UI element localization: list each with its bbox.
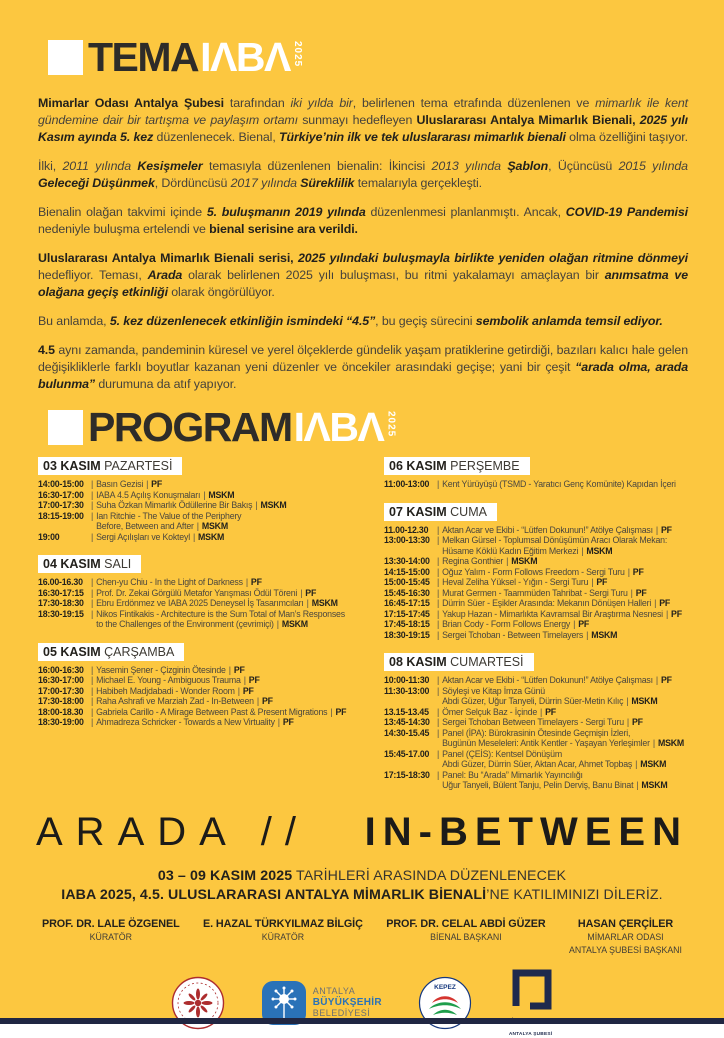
event-venue: PF — [635, 587, 647, 598]
event-venue: MSKM — [631, 696, 658, 706]
tema-header — [0, 0, 724, 80]
event-venue: PF — [242, 685, 254, 696]
event-venue: MSKM — [511, 556, 538, 566]
event-venue: MSKM — [640, 759, 667, 769]
day-block — [384, 653, 700, 791]
event-venue: PF — [261, 696, 273, 706]
event-title: Aktan Acar ve Ekibi - “Lütfen Dokunun!” Atölye Çalışması — [442, 524, 653, 535]
event-row: 14:30-15.45 | Panel (İPA): Bürokrasinin Ötesinde Geçmişin İzleri, — [384, 727, 631, 738]
event-row: 17:15-18:30 | Panel: Bu “Arada” Mimarlık Yayıncılığı — [384, 769, 583, 780]
intro-paragraph: İlki, 2011 yılında Kesişmeler temasıyla düzenlenen bienalin: İkincisi 2013 yılında Şablon, Üçüncüsü 2015 yılında Geleceği Düşünmek, Dördüncüsü 2017 yılında Süreklilik temalarıyla gerçekleşti. — [38, 159, 688, 190]
invitation-text — [0, 867, 724, 905]
credit-name: PROF. DR. LALE ÖZGENEL — [42, 917, 180, 930]
chamber-of-architects-logo: ANTALYA ŞUBESİ — [508, 968, 553, 1038]
event-title: Oğuz Yalım - Form Follows Freedom - Sergi Turu — [442, 566, 625, 577]
event-row: 17:00-17:30 | Suha Özkan Mimarlık Ödüllerine Bir Bakış | MSKM — [38, 500, 287, 510]
event-title: Yasemin Şener - Çizginin Ötesinde — [96, 664, 226, 675]
event-title: Melkan Gürsel - Toplumsal Dönüşümün Aracı Olarak Mekan: — [442, 535, 668, 545]
event-row: 17:00-17:30 | Habibeh Madjdabadi - Wonder Room | PF — [38, 685, 254, 696]
event-row: 17:45-18:15 | Brian Cody - Form Follows Energy | PF — [384, 619, 590, 629]
event-time: 15:45-16:30 — [384, 587, 430, 598]
event-title: Gabriela Carillo - A Mirage Between Past & Present Migrations — [96, 706, 328, 717]
event-venue: PF — [282, 717, 294, 727]
event-time: 16:30-17:00 — [38, 489, 84, 500]
intro-paragraph: 4.5 aynı zamanda, pandeminin küresel ve yerel ölçeklerde gündelik yaşam pratiklerine getirdiği, bazıları kalıcı hale gelen değişikliklerle farklı boyutlar kazanan yeni düzenler ve öncekiler arasındaki geçişe; yani bir çeşit “arada olma, arada bulunma” durumuna da atıf yapıyor. — [38, 343, 688, 391]
event-venue: MSKM — [260, 500, 287, 510]
event-title: Ian Ritchie - The Value of the Periphery — [96, 510, 242, 521]
event-venue: MSKM — [208, 489, 235, 500]
event-venue: MSKM — [657, 738, 685, 748]
white-square-mark — [48, 410, 83, 445]
iaba-year-vertical: 2025 — [385, 411, 397, 438]
event-row: 16.00-16.30 | Chen-yu Chiu - In the Light of Darkness | PF — [38, 577, 262, 587]
event-time: 13:45-14:30 — [384, 717, 430, 727]
credit-role: KÜRATÖR — [89, 931, 132, 942]
credit-name: E. HAZAL TÜRKYILMAZ BİLGİÇ — [203, 917, 363, 930]
event-time — [384, 546, 434, 557]
event-row: 14:15-15:00 | Oğuz Yalım - Form Follows Freedom - Sergi Turu | PF — [384, 566, 644, 577]
credit-name: PROF. DR. CELAL ABDİ GÜZER — [386, 917, 546, 930]
event-title: Abdi Güzer, Uğur Tanyeli, Dürrin Süer-Metin Kılıç — [442, 696, 624, 706]
day-block — [38, 457, 384, 542]
event-title: Söyleşi ve Kitap İmza Günü — [442, 685, 545, 696]
event-title: Prof. Dr. Zekai Görgülü Metafor Yarışması Ödül Töreni — [96, 587, 298, 598]
event-row: 11:30-13:00 | Söyleşi ve Kitap İmza Günü — [384, 685, 545, 696]
event-venue: PF — [596, 577, 608, 587]
event-time: 13:30-14:00 — [384, 556, 430, 566]
event-title: Abdi Güzer, Dürrin Süer, Aktan Acar, Ahmet Topbaş — [442, 759, 633, 769]
event-time: 15:45-17.00 — [384, 748, 430, 759]
event-title: Sergei Tchoban Between Timelayers - Sergi Turu — [442, 717, 624, 727]
event-row: to the Challenges of the Environment (çevrimiçi) | MSKM — [38, 619, 384, 630]
event-title: Basın Gezisi — [96, 479, 144, 489]
credit-role: MİMARLAR ODASI — [587, 931, 664, 942]
event-title: Michael E. Young - Ambiguous Trauma — [96, 675, 241, 685]
day-block — [38, 643, 384, 728]
day-block — [384, 457, 700, 490]
event-time — [384, 696, 434, 707]
event-time — [38, 619, 88, 630]
event-venue: MSKM — [586, 545, 613, 556]
event-title: Dürrin Süer - Eşikler Arasında: Mekanın Dönüşen Halleri — [442, 598, 652, 608]
event-row: 17:30-18:00 | Raha Ashrafi ve Marziah Zad - In-Between | PF — [38, 696, 273, 706]
event-title: Ahmadreza Schricker - Towards a New Virtuality — [96, 717, 275, 727]
event-row: Hüsame Köklü Kadın Eğitim Merkezi | MSKM — [384, 546, 700, 557]
event-title: Before, Between and After — [96, 521, 194, 531]
event-title: Brian Cody - Form Follows Energy — [442, 619, 571, 629]
event-title: Raha Ashrafi ve Marziah Zad - In-Between — [96, 696, 254, 706]
event-time: 16:30-17:15 — [38, 587, 84, 598]
event-time: 11:30-13:00 — [384, 685, 430, 696]
intro-paragraph: Uluslararası Antalya Mimarlık Bienali serisi, 2025 yılındaki buluşmayla birlikte yeniden olağan ritmine dönmeyi hedefliyor. Teması, Arada olarak belirlenen 2025 yılı buluşması, bu ritmi yakalamayı amaçlayan bir anımsatma ve olağana geçiş etkinliği olarak öngörülüyor. — [38, 251, 689, 299]
iaba-logotype: IΛBΛ — [200, 34, 290, 80]
event-time: 15:00-15:45 — [384, 577, 430, 587]
event-row: 19:00 | Sergi Açılışları ve Kokteyl | MSKM — [38, 531, 225, 542]
event-title: Yakup Hazan - Mimarlıkta Kavramsal Bir Araştırma Nesnesi — [442, 608, 663, 619]
event-time: 11.00-12.30 — [384, 524, 429, 535]
event-row: 13:45-14:30 | Sergei Tchoban Between Timelayers - Sergi Turu | PF — [384, 717, 643, 727]
iaba-year-vertical: 2025 — [291, 41, 303, 68]
event-time: 13.15-13.45 — [384, 706, 429, 717]
event-title: Kent Yürüyüşü (TSMD - Yaratıcı Genç Komünite) Kapıdan İçeri — [442, 479, 676, 489]
event-venue: MSKM — [198, 531, 225, 542]
event-venue: MSKM — [311, 598, 338, 608]
event-venue: PF — [545, 706, 556, 717]
event-time — [384, 759, 434, 770]
invitation-line-1: 03 – 09 KASIM 2025 TARİHLERİ ARASINDA DÜZENLENECEK — [157, 867, 567, 884]
event-row: 16:30-17:15 | Prof. Dr. Zekai Görgülü Metafor Yarışması Ödül Töreni | PF — [38, 587, 317, 598]
iaba-logotype: IΛBΛ — [293, 404, 384, 450]
event-title: Aktan Acar ve Ekibi - “Lütfen Dokunun!” Atölye Çalışması — [442, 675, 653, 685]
day-header: 05 KASIM ÇARŞAMBA — [38, 643, 184, 661]
event-venue: PF — [250, 577, 262, 587]
event-row: 10:00-11:30 | Aktan Acar ve Ekibi - “Lütfen Dokunun!” Atölye Çalışması | PF — [384, 675, 672, 685]
event-title: Sergi Açılışları ve Kokteyl — [96, 531, 190, 542]
square-bracket-icon — [509, 968, 553, 1010]
event-title: Sergei Tchoban - Between Timelayers — [442, 629, 584, 640]
day-block — [38, 555, 384, 630]
day-block — [384, 503, 700, 641]
event-row: 16:45-17:15 | Dürrin Süer - Eşikler Arasında: Mekanın Dönüşen Halleri | PF — [384, 598, 671, 608]
event-row: 11:00-13:00 | Kent Yürüyüşü (TSMD - Yaratıcı Genç Komünite) Kapıdan İçeri — [384, 479, 676, 489]
event-row: 16:30-17:00 | IABA 4.5 Açılış Konuşmaları | MSKM — [38, 489, 235, 500]
event-row: 15:00-15:45 | Heval Zeliha Yüksel - Yığın - Sergi Turu | PF — [384, 577, 608, 587]
event-venue: PF — [335, 706, 347, 717]
event-venue: PF — [578, 619, 590, 629]
tema-title: TEMA — [88, 34, 199, 80]
day-header: 04 KASIM SALI — [38, 555, 141, 573]
event-venue: PF — [671, 608, 682, 619]
svg-text:KEPEZ: KEPEZ — [434, 983, 456, 991]
event-time: 18:00-18.30 — [38, 706, 84, 717]
event-venue: PF — [660, 524, 672, 535]
event-row: 13:00-13:30 | Melkan Gürsel - Toplumsal Dönüşümün Aracı Olarak Mekan: — [384, 535, 668, 545]
schedule-column-right — [384, 457, 700, 804]
event-row: 17:15-17:45 | Yakup Hazan - Mimarlıkta Kavramsal Bir Araştırma Nesnesi | PF — [384, 608, 682, 619]
event-venue: PF — [660, 675, 672, 685]
event-title: IABA 4.5 Açılış Konuşmaları — [96, 489, 201, 500]
event-row: 18:30-19:00 | Ahmadreza Schricker - Towards a New Virtuality | PF — [38, 717, 294, 727]
white-square-mark — [48, 40, 83, 75]
event-title: Heval Zeliha Yüksel - Yığın - Sergi Turu — [442, 577, 589, 587]
event-title: Panel (İPA): Bürokrasinin Ötesinde Geçmişin İzleri, — [442, 727, 631, 738]
event-time: 13:00-13:30 — [384, 535, 430, 545]
event-venue: PF — [248, 675, 260, 685]
event-venue: PF — [305, 587, 317, 598]
event-row: 16:00-16:30 | Yasemin Şener - Çizginin Ötesinde | PF — [38, 664, 245, 675]
event-row: 18:30-19:15 | Sergei Tchoban - Between Timelayers | MSKM — [384, 629, 618, 640]
credit-block — [42, 918, 180, 956]
event-time — [384, 738, 434, 749]
event-time — [384, 780, 434, 791]
event-row: Before, Between and After | MSKM — [38, 521, 384, 532]
event-title: Chen-yu Chiu - In the Light of Darkness — [96, 577, 243, 587]
event-venue: MSKM — [201, 521, 228, 531]
event-title: Bugünün Meseleleri: Antik Kentler - Yaşayan Yerleşimler — [442, 738, 650, 748]
event-row: 18:30-19:15 | Nikos Fintikakis - Architecture is the Sum Total of Man’s Responses — [38, 608, 345, 619]
credit-block — [386, 918, 545, 956]
event-time: 17:30-18:00 — [38, 696, 84, 706]
event-time: 10:00-11:30 — [384, 675, 430, 685]
event-venue: PF — [632, 717, 643, 727]
event-row: 15:45-16:30 | Murat Germen - Taammüden Tahribat - Sergi Turu | PF — [384, 587, 647, 598]
event-venue: PF — [151, 479, 163, 489]
credit-block — [569, 918, 682, 956]
event-title: Hüsame Köklü Kadın Eğitim Merkezi — [442, 545, 579, 556]
event-time: 16:30-17:00 — [38, 675, 84, 685]
event-time — [38, 521, 88, 532]
event-time: 16:45-17:15 — [384, 598, 430, 608]
event-time: 16.00-16.30 — [38, 577, 83, 587]
day-header: 03 KASIM PAZARTESİ — [38, 457, 182, 475]
event-time: 14:15-15:00 — [384, 566, 430, 577]
intro-paragraph: Bienalin olağan takvimi içinde 5. buluşmanın 2019 yılında düzenlenmesi planlanmıştı. Ancak, COVID-19 Pandemisi nedeniyle buluşma ertelendi ve bienal serisine ara verildi. — [38, 205, 688, 236]
event-time: 11:00-13:00 — [384, 479, 430, 489]
event-row: 16:30-17:00 | Michael E. Young - Ambiguous Trauma | PF — [38, 675, 260, 685]
antalya-logo-text: ANTALYA BÜYÜKŞEHİR BELEDİYESİ — [312, 986, 382, 1018]
program-title: PROGRAM — [88, 404, 292, 450]
credit-role: BİENAL BAŞKANI — [430, 931, 502, 942]
event-row: Abdi Güzer, Dürrin Süer, Aktan Acar, Ahmet Topbaş | MSKM — [384, 759, 700, 770]
theme-title-english: IN-BETWEEN — [364, 809, 688, 854]
event-row: 13.15-13.45 | Ömer Selçuk Baz - İçinde | PF — [384, 706, 556, 717]
event-time: 17:45-18:15 — [384, 619, 430, 629]
event-title: Nikos Fintikakis - Architecture is the Sum Total of Man’s Responses — [96, 608, 345, 619]
event-time: 17:15-18:30 — [384, 769, 430, 780]
program-header — [0, 404, 724, 450]
credit-role: KÜRATÖR — [261, 931, 305, 942]
day-header: 06 KASIM PERŞEMBE — [384, 457, 530, 475]
event-row: Bugünün Meseleleri: Antik Kentler - Yaşayan Yerleşimler | MSKM — [384, 738, 700, 749]
event-row: 14:00-15:00 | Basın Gezisi | PF — [38, 479, 163, 489]
event-time: 14:30-15.45 — [384, 727, 430, 738]
event-venue: PF — [233, 664, 245, 675]
event-title: Panel (ÇEİS): Kentsel Dönüşüm — [442, 748, 562, 759]
credit-role: ANTALYA ŞUBESİ BAŞKANI — [569, 944, 682, 955]
credit-name: HASAN ÇERÇİLER — [577, 917, 674, 930]
event-venue: MSKM — [591, 629, 618, 640]
event-time: 17:00-17:30 — [38, 685, 84, 696]
event-title: Habibeh Madjdabadi - Wonder Room — [96, 685, 235, 696]
event-title: Ebru Erdönmez ve IABA 2025 Deneysel İş Tasarımcıları — [96, 598, 304, 608]
event-row: 11.00-12.30 | Aktan Acar ve Ekibi - “Lütfen Dokunun!” Atölye Çalışması | PF — [384, 524, 672, 535]
event-time: 19:00 — [38, 531, 60, 542]
event-venue: MSKM — [641, 780, 668, 790]
event-time: 18:15-19:00 — [38, 510, 84, 521]
event-title: Regina Gonthier — [442, 556, 504, 566]
event-venue: MSKM — [281, 619, 308, 629]
event-time: 18:30-19:15 — [38, 608, 84, 619]
theme-title-turkish: ARADA // — [36, 809, 309, 854]
event-title: Uğur Tanyeli, Bülent Tanju, Pelin Derviş, Banu Binat — [442, 780, 634, 790]
event-title: Murat Germen - Taammüden Tahribat - Sergi Turu — [442, 587, 628, 598]
event-title: to the Challenges of the Environment (çevrimiçi) — [96, 619, 274, 629]
event-row: 15:45-17.00 | Panel (ÇEİS): Kentsel Dönüşüm — [384, 748, 562, 759]
event-row: Abdi Güzer, Uğur Tanyeli, Dürrin Süer-Metin Kılıç | MSKM — [384, 696, 700, 707]
event-time: 17:00-17:30 — [38, 500, 84, 510]
schedule-column-left — [38, 457, 384, 804]
program-schedule — [38, 457, 700, 804]
event-row: 18:15-19:00 | Ian Ritchie - The Value of the Periphery — [38, 510, 242, 521]
event-time: 14:00-15:00 — [38, 479, 84, 489]
credit-block — [203, 918, 363, 956]
event-row: 13:30-14:00 | Regina Gonthier | MSKM — [384, 556, 538, 566]
logos-row — [0, 968, 724, 1038]
event-time: 18:30-19:15 — [384, 629, 430, 640]
theme-title — [0, 810, 724, 855]
event-time: 17:30-18:30 — [38, 598, 84, 608]
event-time: 18:30-19:00 — [38, 717, 84, 727]
event-title: Suha Özkan Mimarlık Ödüllerine Bir Bakış — [96, 500, 253, 510]
event-row: Uğur Tanyeli, Bülent Tanju, Pelin Derviş, Banu Binat | MSKM — [384, 780, 700, 791]
bottom-navy-bar — [0, 1018, 724, 1024]
event-venue: PF — [659, 598, 671, 608]
event-title: Ömer Selçuk Baz - İçinde — [442, 706, 538, 717]
credits-row — [0, 918, 724, 956]
event-time: 16:00-16:30 — [38, 664, 84, 675]
event-venue: PF — [632, 566, 644, 577]
event-row: 17:30-18:30 | Ebru Erdönmez ve IABA 2025 Deneysel İş Tasarımcıları | MSKM — [38, 598, 338, 608]
intro-paragraph: Bu anlamda, 5. kez düzenlenecek etkinliğin ismindeki “4.5”, bu geçiş sürecini sembolik anlamda temsil ediyor. — [38, 314, 663, 328]
day-header: 08 KASIM CUMARTESİ — [384, 653, 534, 671]
event-row: 18:00-18.30 | Gabriela Carillo - A Mirage Between Past & Present Migrations | PF — [38, 706, 347, 717]
day-header: 07 KASIM CUMA — [384, 503, 497, 521]
event-title: Panel: Bu “Arada” Mimarlık Yayıncılığı — [442, 769, 583, 780]
intro-paragraph: Mimarlar Odası Antalya Şubesi tarafından iki yılda bir, belirlenen tema etrafında düzenlenen ve mimarlık ile kent gündemine dair bir tartışma ve paylaşım ortamı sunmayı hedefleyen Uluslararası Antalya Mimarlık Bienali, 2025 yılı Kasım ayında 5. kez düzenlenecek. Bienal, Türkiye’nin ilk ve tek uluslararası mimarlık bienali olma özelliğini taşıyor. — [38, 96, 688, 144]
event-time: 17:15-17:45 — [384, 608, 430, 619]
intro-text — [38, 95, 688, 393]
invitation-line-2: IABA 2025, 4.5. ULUSLARARASI ANTALYA MİMARLIK BİENALİ’NE KATILIMINIZI DİLERİZ. — [61, 886, 663, 903]
